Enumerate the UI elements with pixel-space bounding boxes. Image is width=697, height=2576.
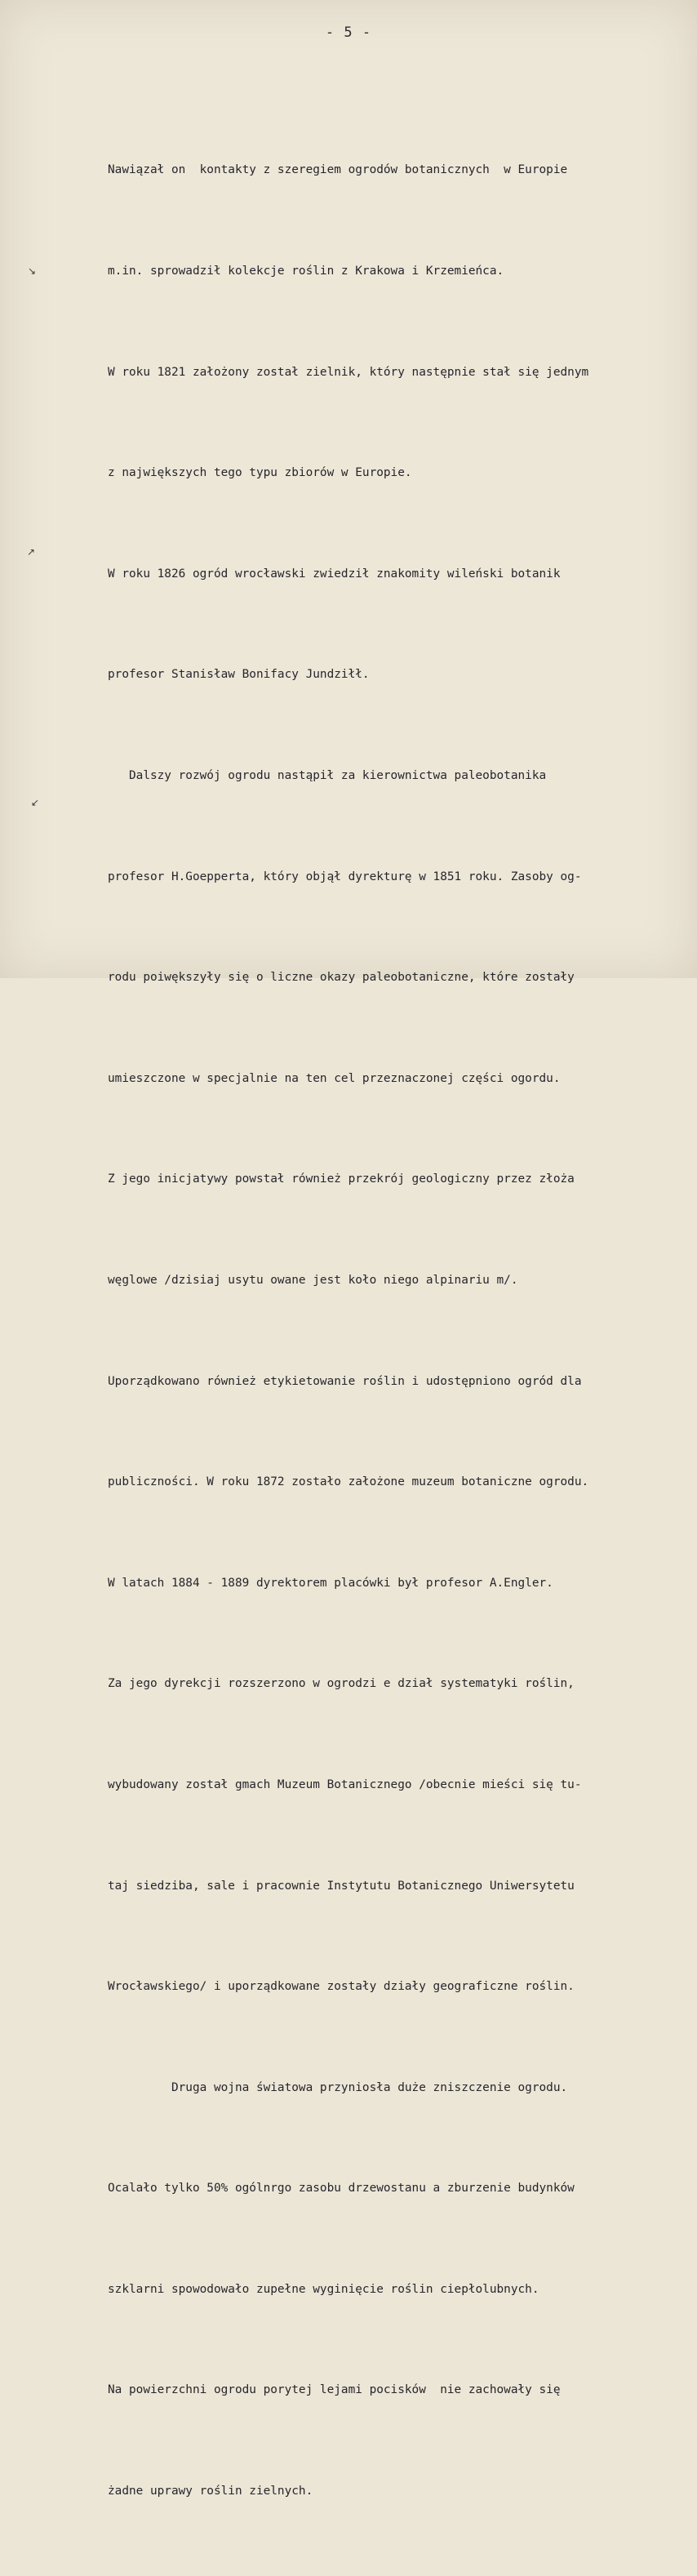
text-line: publiczności. W roku 1872 zostało założone muzeum botaniczne ogrodu. — [108, 1475, 589, 1489]
text-line: Za jego dyrekcji rozszerzono w ogrodzi e dział systematyki roślin, — [108, 1677, 575, 1691]
typewritten-body — [108, 87, 679, 2576]
text-line: wybudowany został gmach Muzeum Botanicznego /obecnie mieści się tu- — [108, 1777, 582, 1791]
text-line: węglowe /dzisiaj usytu owane jest koło niego alpinariu m/. — [108, 1273, 518, 1287]
text-line: W roku 1821 założony został zielnik, który następnie stał się jednym — [108, 365, 589, 379]
margin-mark-2: ↗ — [27, 546, 36, 558]
text-line: profesor Stanisław Bonifacy Jundziłł. — [108, 668, 370, 682]
text-line: Uporządkowano również etykietowanie roślin i udostępniono ogród dla — [108, 1374, 582, 1388]
text-line: m.in. sprowadził kolekcje roślin z Krakowa i Krzemieńca. — [108, 265, 504, 278]
text-line: taj siedziba, sale i pracownie Instytutu Botanicznego Uniwersytetu — [108, 1879, 575, 1893]
text-line: profesor H.Goepperta, który objął dyrekturę w 1851 roku. Zasoby og- — [108, 870, 582, 883]
text-line: Dalszy rozwój ogrodu nastąpił za kierownictwa paleobotanika — [108, 768, 547, 782]
text-line: szklarni spowodowało zupełne wyginięcie roślin ciepłolubnych. — [108, 2282, 539, 2296]
text-line: żadne uprawy roślin zielnych. — [108, 2485, 313, 2498]
page-number: - 5 - — [325, 24, 372, 41]
text-line: Nawiązał on kontakty z szeregiem ogrodów botanicznych w Europie — [108, 163, 568, 177]
text-line: umieszczone w specjalnie na ten cel przeznaczonej części ogordu. — [108, 1071, 561, 1085]
text-line: Druga wojna światowa przyniosła duże zniszczenie ogrodu. — [108, 2080, 568, 2094]
text-line: Ocalało tylko 50% ogólnrgo zasobu drzewostanu a zburzenie budynków — [108, 2182, 575, 2196]
text-line: Z jego inicjatywy powstał również przekrój geologiczny przez złoża — [108, 1172, 575, 1186]
margin-mark-1: ↘ — [28, 265, 37, 277]
text-line: W roku 1826 ogród wrocławski zwiedził znakomity wileński botanik — [108, 567, 561, 581]
text-line: Wrocławskiego/ i uporządkowane zostały działy geograficzne roślin. — [108, 1980, 575, 1994]
text-line: rodu poiwększyły się o liczne okazy paleobotaniczne, które zostały — [108, 971, 575, 985]
margin-mark-3: ↙ — [31, 797, 40, 808]
text-line: z największych tego typu zbiorów w Europie. — [108, 466, 412, 480]
text-line: W latach 1884 - 1889 dyrektorem placówki był profesor A.Engler. — [108, 1576, 553, 1590]
text-line: Na powierzchni ogrodu porytej lejami pocisków nie zachowały się — [108, 2383, 561, 2397]
